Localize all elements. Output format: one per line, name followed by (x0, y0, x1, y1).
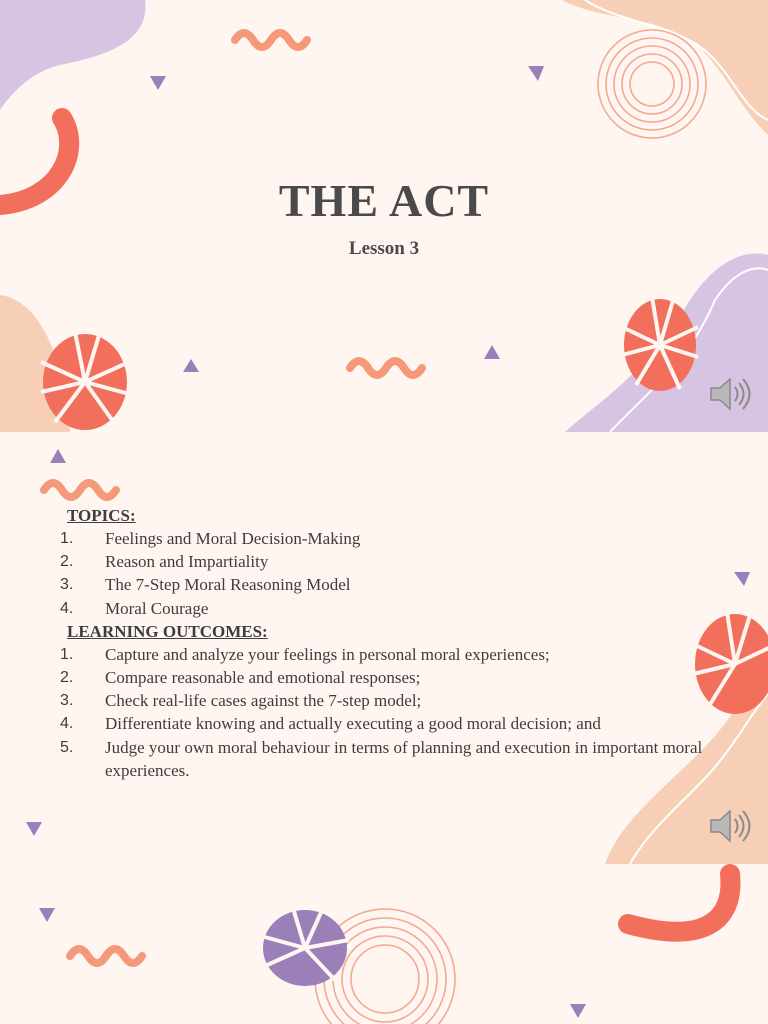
next-slide-decorations (0, 864, 768, 1024)
slide-title: THE ACT (278, 175, 490, 226)
list-item: 2. Compare reasonable and emotional responses; (60, 668, 421, 688)
outcomes-heading: LEARNING OUTCOMES: (67, 621, 268, 641)
concentric-circles-icon (598, 30, 706, 138)
content-slide (0, 432, 768, 864)
squiggle-icon (350, 361, 422, 375)
speaker-icon[interactable] (708, 806, 752, 846)
triangle-icon (183, 359, 199, 372)
list-item: 1. Feelings and Moral Decision-Making (60, 529, 361, 548)
triangle-icon (39, 908, 55, 922)
list-item: 4. Moral Courage (60, 598, 209, 618)
topics-list (48, 527, 708, 620)
monstera-leaf-icon (261, 908, 349, 986)
slide-subtitle: Lesson 3 (348, 238, 420, 259)
list-item: 4. Differentiate knowing and actually executing a good moral decision; and (60, 714, 601, 734)
list-item: 2. Reason and Impartiality (60, 552, 269, 572)
list-item: 1. Capture and analyze your feelings in personal moral experiences; (60, 644, 550, 664)
title-slide (0, 0, 768, 432)
squiggle-icon (235, 33, 307, 47)
triangle-icon (734, 572, 750, 586)
topics-heading: TOPICS: (67, 506, 136, 525)
lavender-blob (0, 0, 145, 110)
triangle-icon (484, 345, 500, 359)
peach-blob (562, 0, 768, 135)
triangle-icon (26, 822, 42, 836)
squiggle-icon (70, 949, 142, 963)
triangle-icon (50, 449, 66, 463)
triangle-icon (150, 76, 166, 90)
list-item: 3. Check real-life cases against the 7-step model; (60, 691, 422, 711)
list-item: 3. The 7-Step Moral Reasoning Model (60, 575, 351, 595)
coral-arc (628, 874, 730, 932)
next-slide-partial (0, 864, 768, 1024)
slide-content (48, 504, 708, 782)
speaker-icon[interactable] (708, 374, 752, 414)
outcomes-list (48, 643, 708, 782)
list-item: 5. Judge your own moral behaviour in terms of planning and execution in important moral experiences. (60, 737, 703, 780)
squiggle-icon (44, 483, 116, 497)
triangle-icon (570, 1004, 586, 1018)
triangle-icon (528, 66, 544, 81)
